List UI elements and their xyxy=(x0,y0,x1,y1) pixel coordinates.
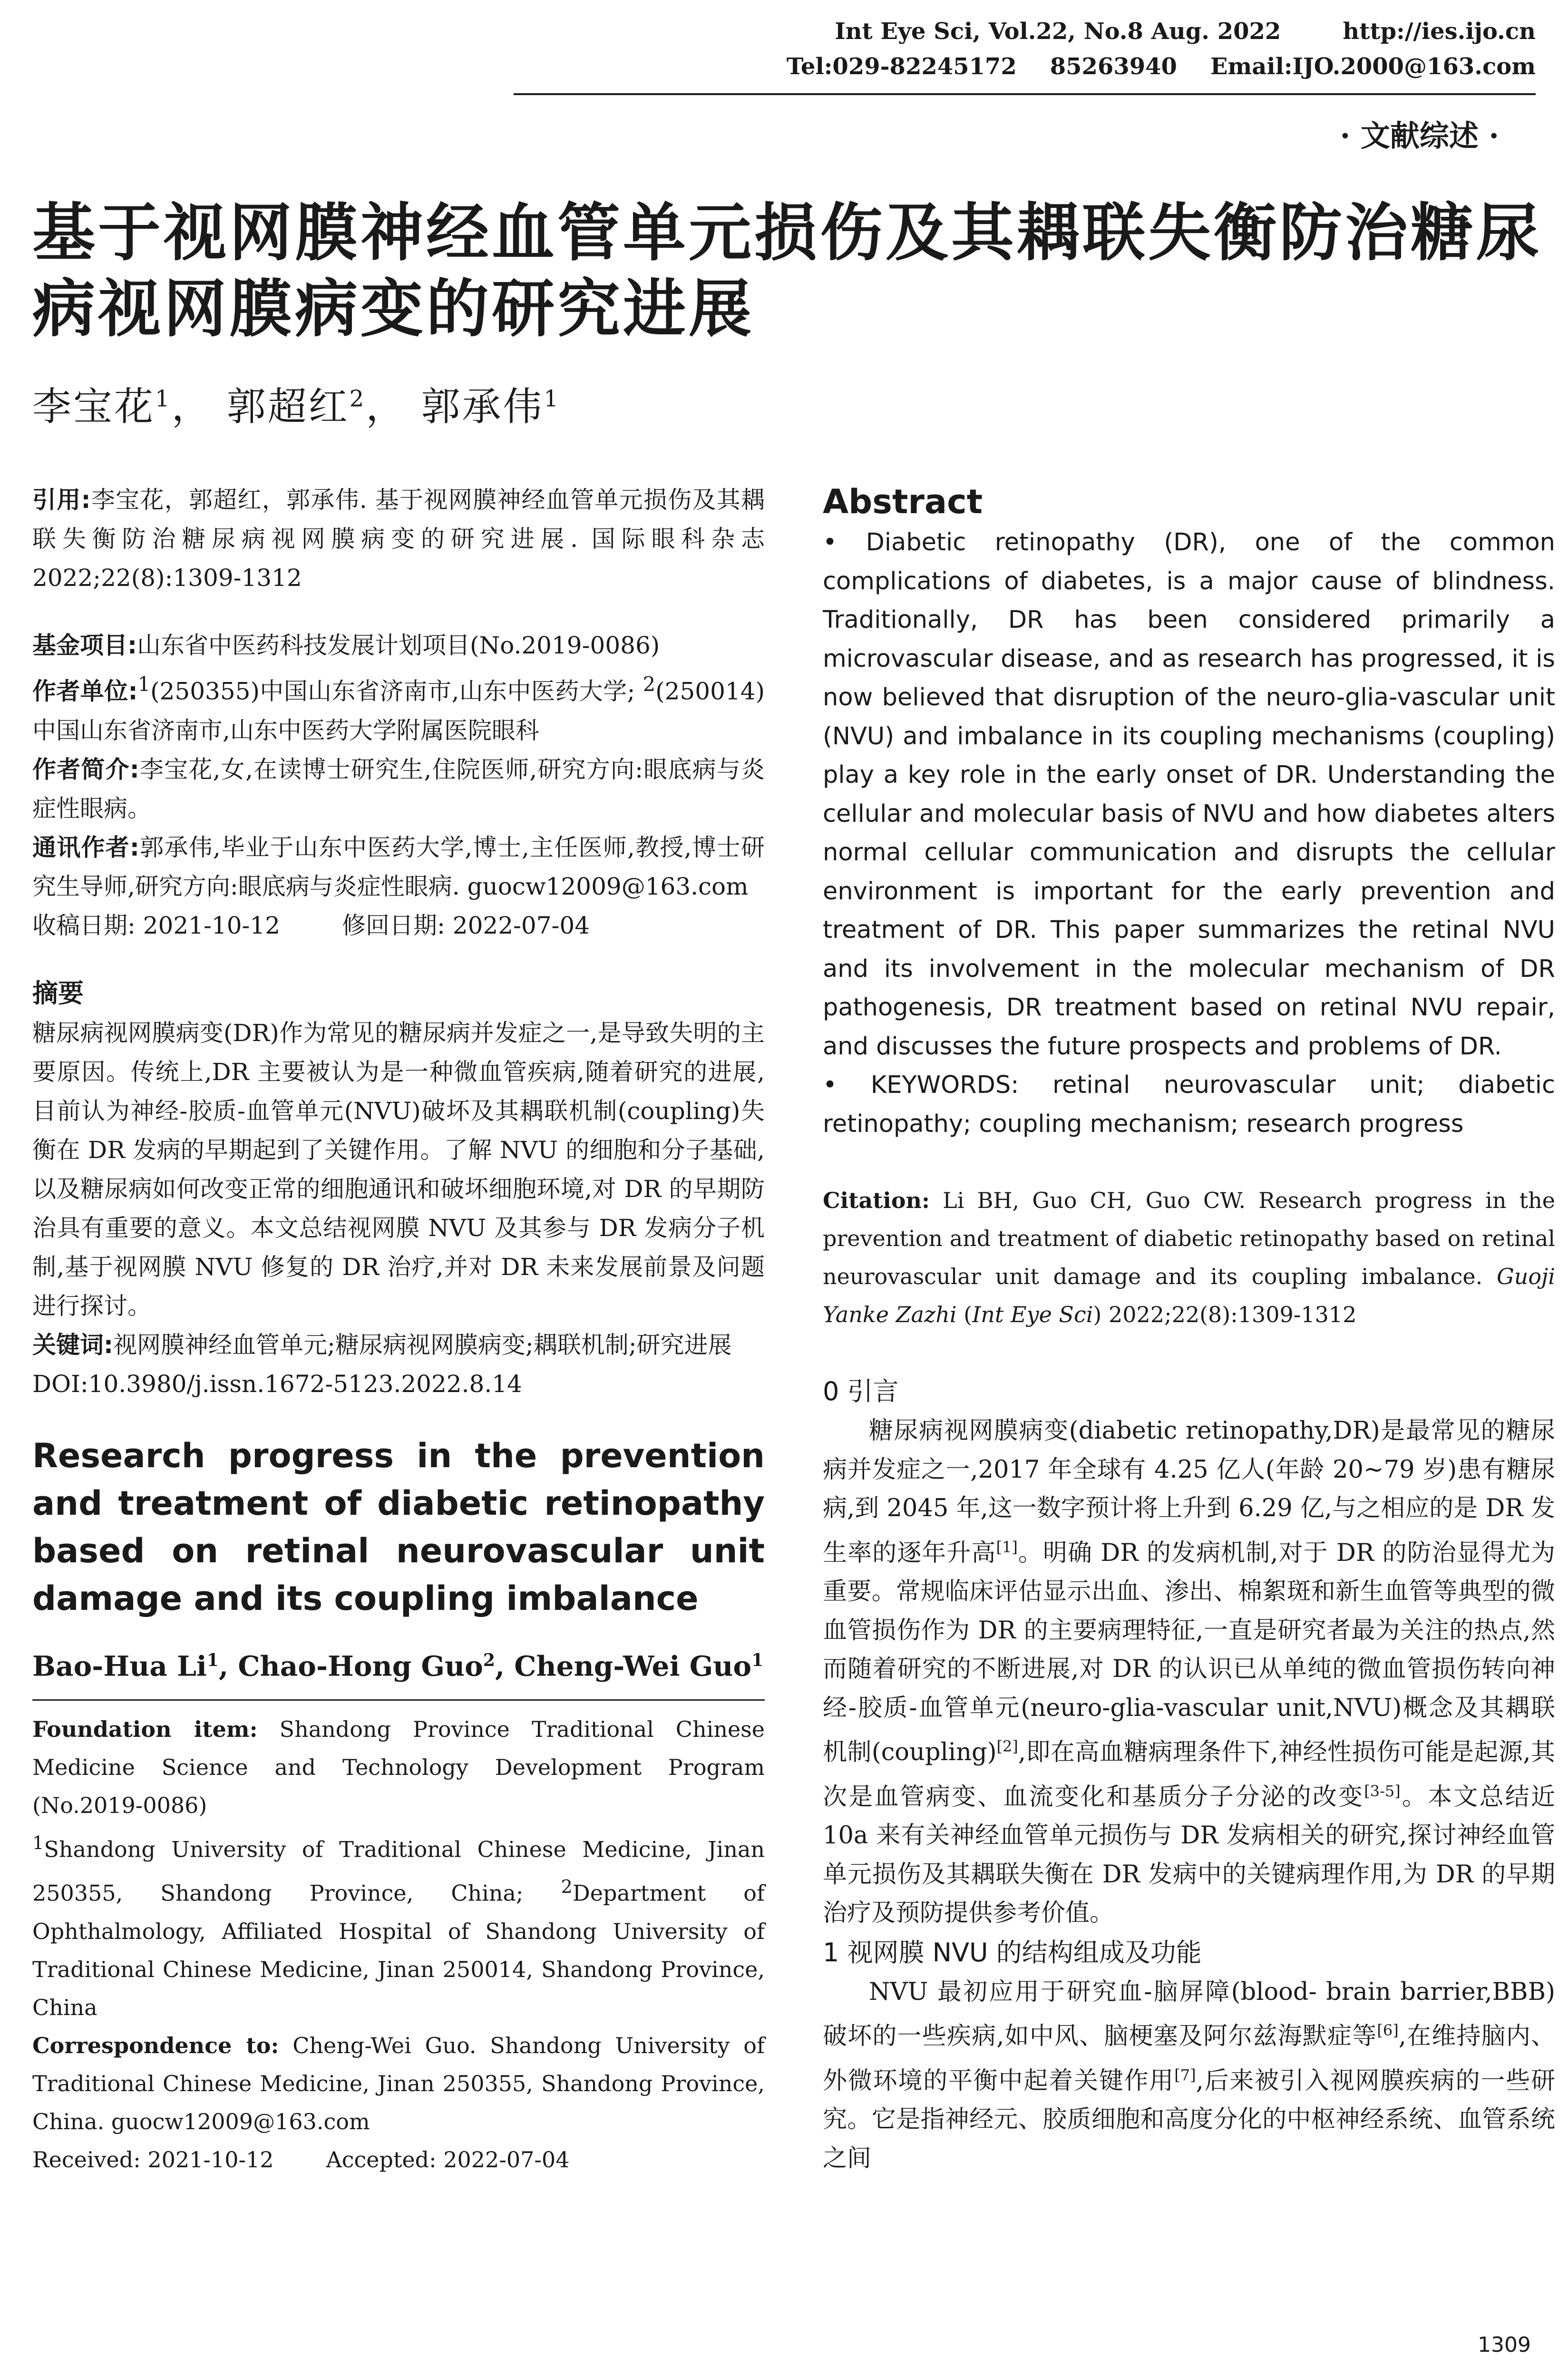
author-en-name: Chao-Hong Guo xyxy=(238,1649,483,1682)
ref-link[interactable]: [3-5] xyxy=(1364,1782,1401,1800)
ref-link[interactable]: [1] xyxy=(996,1538,1018,1556)
citation-cn-label: 引用: xyxy=(32,486,91,514)
received-cn: 收稿日期: 2021-10-12 xyxy=(32,911,281,939)
fund-en-label: Foundation item: xyxy=(32,1716,258,1742)
bullet-icon: • xyxy=(823,528,866,556)
aff1-sup: 1 xyxy=(32,1832,44,1854)
intro-text-c: ,即在高血糖病理条件下,神经性损伤可能是起源,其次是血管病变、血流变化和基质分子分泌的改变 xyxy=(823,1738,1555,1811)
journal-info: Int Eye Sci, Vol.22, No.8 Aug. 2022 xyxy=(835,18,1281,45)
ref-link[interactable]: [7] xyxy=(1174,2065,1196,2084)
corr-en-text: Cheng-Wei Guo. Shandong University of Traditional Chinese Medicine, Jinan 250355, Shandong Province, China. guocw12009@163.com xyxy=(32,2032,765,2134)
bullet-icon: • xyxy=(823,1071,871,1099)
abstract-en-heading: Abstract xyxy=(823,482,983,521)
bio-cn-text: 李宝花,女,在读博士研究生,住院医师,研究方向:眼底病与炎症性眼病。 xyxy=(32,755,765,822)
author-name: 郭超红 xyxy=(226,384,350,429)
author-aff: 2 xyxy=(349,385,366,412)
article-title-en: Research progress in the prevention and treatment of diabetic retinopathy based on retinal neurovascular unit damage and its coupling imbalance xyxy=(32,1436,765,1618)
intro-text-a: 糖尿病视网膜病变(diabetic retinopathy,DR)是最常见的糖尿病并发症之一,2017 年全球有 4.25 亿人(年龄 20~79 岁)患有糖尿病,到 2045 年,这一数字预计将上升到 6.29 亿,与之相应的是 DR 发生率的逐年升高 xyxy=(823,1417,1555,1567)
right-column xyxy=(823,480,1555,2178)
fund-cn xyxy=(32,626,765,665)
author-en-aff: 1 xyxy=(206,1650,219,1670)
journal-contact xyxy=(787,53,1536,80)
journal-header xyxy=(835,18,1536,45)
author-en-aff: 1 xyxy=(751,1650,764,1670)
author-en-name: Bao-Hua Li xyxy=(32,1649,207,1682)
author-en-sep: , xyxy=(495,1649,515,1682)
keywords-en-text: retinal neurovascular unit; diabetic retinopathy; coupling mechanism; research progress xyxy=(823,1071,1555,1138)
section-tag: · 文献综述 · xyxy=(1340,118,1499,153)
aff2-text: Department of Ophthalmology, Affiliated Hospital of Shandong University of Traditional Chinese Medicine, Jinan 250014, Shandong Province, China xyxy=(32,1880,765,2020)
author-en-aff: 2 xyxy=(483,1650,495,1670)
intro-text-d: 。本文总结近 10a 来有关神经血管单元损伤与 DR 发病相关的研究,探讨神经血管单元损伤及其耦联失衡在 DR 发病中的关键病理作用,为 DR 的早期治疗及预防提供参考价值。 xyxy=(823,1783,1555,1927)
intro-text-b: 。明确 DR 的发病机制,对于 DR 的防治显得尤为重要。常规临床评估显示出血、渗出、棉絮斑和新生血管等典型的微血管损伤作为 DR 的主要病理特征,一直是研究者最为关注的热点,然而随着研究的不断进展,对 DR 的认识已从单纯的微血管损伤转向神经-胶质-血管单元(neuro-glia-vascular unit,NVU)概念及其耦联机制(coupling) xyxy=(823,1539,1555,1766)
author-name: 李宝花 xyxy=(32,384,156,429)
corr-en-label: Correspondence to: xyxy=(32,2032,279,2058)
fund-cn-label: 基金项目: xyxy=(32,632,137,659)
unit1-sup: 1 xyxy=(137,672,151,696)
citation-en-text2: 2022;22(8):1309-1312 xyxy=(1109,1302,1357,1327)
fund-en xyxy=(32,1710,765,1824)
corr-cn-label: 通讯作者: xyxy=(32,833,139,861)
citation-en: Citation: Li BH, Guo CH, Guo CW. Research progress in the prevention and treatment of diabetic retinopathy based on retinal neurovascular unit damage and its coupling imbalance. Guoji Yanke Zazhi (Int Eye Sci) 2022;22(8):1309-1312 xyxy=(823,1188,1556,1327)
doi[interactable]: DOI:10.3980/j.issn.1672-5123.2022.8.14 xyxy=(32,1370,522,1398)
citation-en-abbr: Int Eye Sci xyxy=(972,1302,1093,1327)
accepted-en: Accepted: 2022-07-04 xyxy=(326,2146,570,2172)
unit-cn xyxy=(32,665,765,750)
journal-tel: Tel:029-82245172 xyxy=(786,53,1017,80)
fund-en-text: Shandong Province Traditional Chinese Medicine Science and Technology Development Program (No.2019-0086) xyxy=(32,1716,765,1818)
author-aff: 1 xyxy=(155,385,172,412)
ref-link[interactable]: [6] xyxy=(1377,2021,1399,2039)
unit1-text: (250355)中国山东省济南市,山东中医药大学; xyxy=(150,677,635,705)
authors-cn xyxy=(32,376,560,431)
dates-en xyxy=(32,2141,765,2179)
citation-cn xyxy=(32,480,765,597)
aff2-sup: 2 xyxy=(561,1876,573,1898)
keywords-cn-label: 关键词: xyxy=(32,1331,113,1359)
unit2-sup: 2 xyxy=(643,672,656,696)
article-title-cn: 基于视网膜神经血管单元损伤及其耦联失衡防治糖尿病视网膜病变的研究进展 xyxy=(32,196,1542,346)
authors-en xyxy=(32,1641,765,1685)
corr-cn xyxy=(32,828,765,906)
bio-cn xyxy=(32,750,765,828)
author-en-sep: , xyxy=(218,1649,238,1682)
unit2-text: (250014)中国山东省济南市,山东中医药大学附属医院眼科 xyxy=(32,677,765,744)
abstract-cn-text: 糖尿病视网膜病变(DR)作为常见的糖尿病并发症之一,是导致失明的主要原因。传统上,DR 主要被认为是一种微血管疾病,随着研究的进展,目前认为神经-胶质-血管单元(NVU)破坏及其耦联机制(coupling)失衡在 DR 发病的早期起到了关键作用。了解 NVU 的细胞和分子基础,以及糖尿病如何改变正常的细胞通讯和破坏细胞环境,对 DR 的早期防治具有重要的意义。本文总结视网膜 NVU 及其参与 DR 发病分子机制,基于视网膜 NVU 修复的 DR 治疗,并对 DR 未来发展前景及问题进行探讨。 xyxy=(32,1019,765,1320)
sec1-text-a: NVU 最初应用于研究血-脑屏障(blood- brain barrier,BBB)破坏的一些疾病,如中风、脑梗塞及阿尔兹海默症等 xyxy=(823,1978,1555,2050)
received-en: Received: 2021-10-12 xyxy=(32,2146,274,2172)
corr-en xyxy=(32,2026,765,2141)
author-en-name: Cheng-Wei Guo xyxy=(514,1649,752,1682)
citation-en-text1: Li BH, Guo CH, Guo CW. Research progress in the prevention and treatment of diabetic retinopathy based on retinal neurovascular unit damage and its coupling imbalance. xyxy=(823,1188,1556,1289)
intro-paragraph xyxy=(823,1412,1555,1933)
journal-email[interactable]: Email:IJO.2000@163.com xyxy=(1210,53,1536,80)
journal-tel2: 85263940 xyxy=(1050,53,1177,80)
abstract-cn-heading: 摘要 xyxy=(32,978,84,1008)
author-aff: 1 xyxy=(544,385,560,412)
author-sep: ， xyxy=(171,384,213,429)
sec1-text-b: ,在维持脑内、外微环境的平衡中起着关键作用 xyxy=(823,2022,1555,2095)
aff-en xyxy=(32,1824,765,2026)
citation-cn-text: 李宝花，郭超红，郭承伟. 基于视网膜神经血管单元损伤及其耦联失衡防治糖尿病视网膜病变的研究进展. 国际眼科杂志 2022;22(8):1309-1312 xyxy=(32,486,765,592)
sec1-text-c: ,后来被引入视网膜疾病的一些研究。它是指神经元、胶质细胞和高度分化的中枢神经系统、血管系统之间 xyxy=(823,2066,1555,2172)
keywords-cn xyxy=(32,1325,765,1364)
keywords-cn-text: 视网膜神经血管单元;糖尿病视网膜病变;耦联机制;研究进展 xyxy=(113,1331,732,1359)
section1-paragraph xyxy=(823,1973,1555,2178)
bio-cn-label: 作者简介: xyxy=(32,755,139,783)
citation-en-label: Citation: xyxy=(823,1188,930,1213)
intro-heading: 0 引言 xyxy=(823,1376,899,1406)
page-number: 1309 xyxy=(1478,2333,1531,2357)
unit-cn-label: 作者单位: xyxy=(32,677,138,705)
abstract-en xyxy=(823,523,1555,1066)
author-name: 郭承伟 xyxy=(421,384,544,429)
aff1-text: Shandong University of Traditional Chinese Medicine, Jinan 250355, Shandong Province, China; xyxy=(32,1836,765,1906)
author-sep: ， xyxy=(366,384,407,429)
header-rule xyxy=(514,93,1536,95)
ref-link[interactable]: [2] xyxy=(996,1737,1018,1755)
abstract-en-text: Diabetic retinopathy (DR), one of the common complications of diabetes, is a major cause of blindness. Traditionally, DR has been considered primarily a microvascular disease, and as research has progressed, it is now believed that disruption of the neuro-glia-vascular unit (NVU) and imbalance in its coupling mechanisms (coupling) play a key role in the early onset of DR. Understanding the cellular and molecular basis of NVU and how diabetes alters normal cellular communication and disrupts the cellular environment is important for the early prevention and treatment of DR. This paper summarizes the retinal NVU and its involvement in the molecular mechanism of DR pathogenesis, DR treatment based on retinal NVU repair, and discusses the future prospects and problems of DR. xyxy=(823,528,1556,1061)
dates-cn xyxy=(32,906,765,945)
journal-url[interactable]: http://ies.ijo.cn xyxy=(1343,18,1536,45)
corr-cn-text: 郭承伟,毕业于山东中医药大学,博士,主任医师,教授,博士研究生导师,研究方向:眼底病与炎症性眼病. guocw12009@163.com xyxy=(32,833,765,900)
section1-heading: 1 视网膜 NVU 的结构组成及功能 xyxy=(823,1937,1202,1968)
keywords-en xyxy=(823,1066,1555,1143)
citation-en-journal: Guoji Yanke Zazhi xyxy=(823,1264,1555,1327)
revised-cn: 修回日期: 2022-07-04 xyxy=(342,911,590,939)
left-column xyxy=(32,480,765,2179)
fund-cn-text: 山东省中医药科技发展计划项目(No.2019-0086) xyxy=(137,632,660,659)
keywords-en-label: KEYWORDS: xyxy=(870,1071,1019,1099)
